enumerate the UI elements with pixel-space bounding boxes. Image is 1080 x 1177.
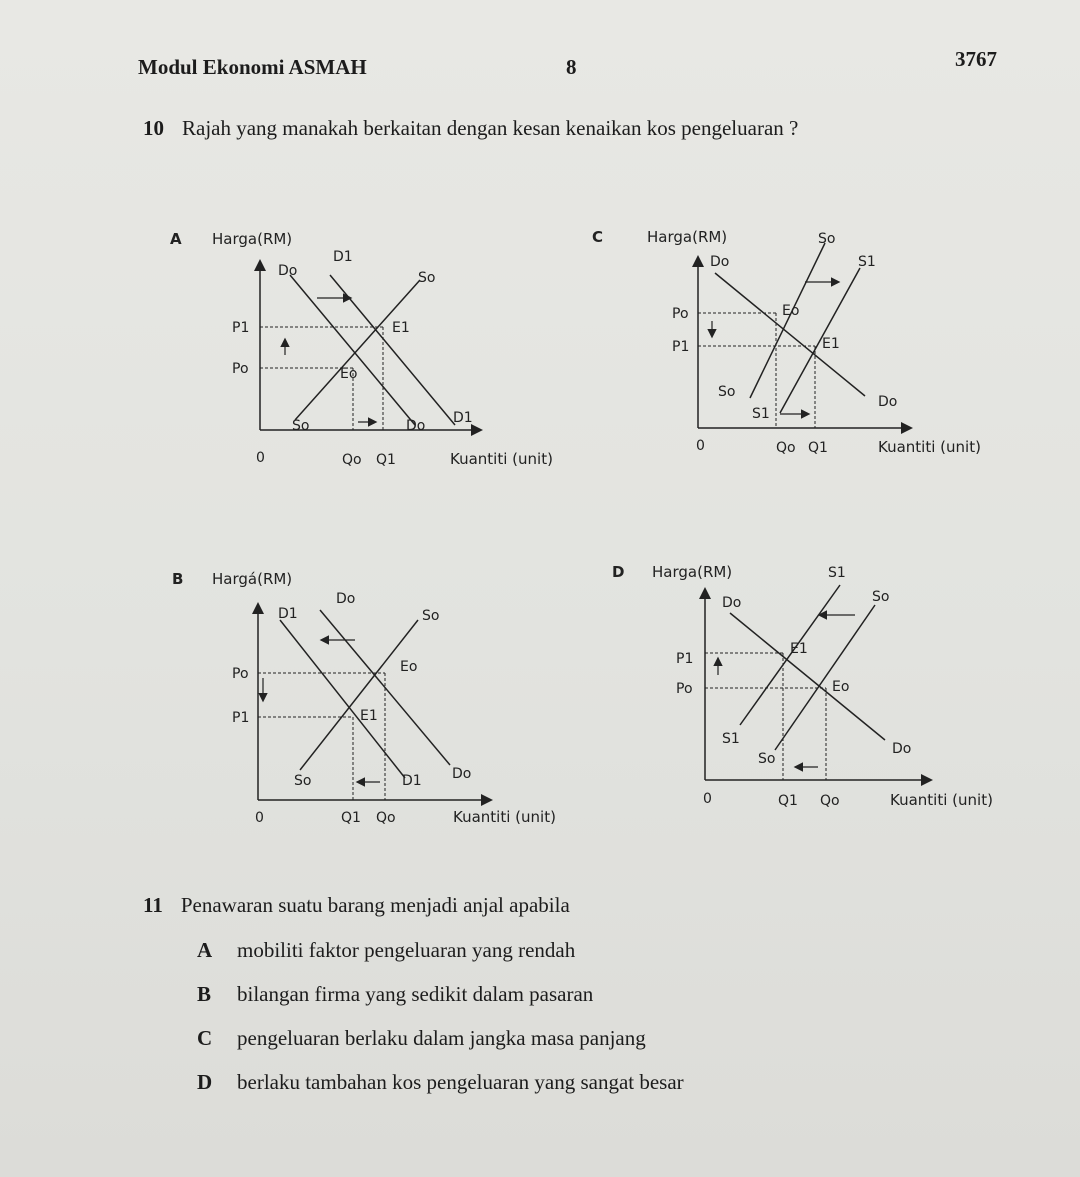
- diagram-a[interactable]: [160, 220, 580, 480]
- label-e1: E1: [360, 708, 378, 724]
- label-eo: Eo: [782, 303, 800, 319]
- label-do-top: Do: [278, 263, 298, 279]
- label-so-top: So: [422, 608, 440, 624]
- label-so-bottom: So: [292, 418, 310, 434]
- option-letter: B: [197, 982, 212, 1006]
- demand-curve-do: [320, 610, 450, 765]
- label-so-bottom: So: [758, 751, 776, 767]
- label-qo: Qo: [820, 793, 840, 809]
- label-p1: P1: [676, 651, 694, 667]
- option-letter: B: [172, 570, 184, 588]
- diagram-c[interactable]: [590, 218, 1010, 478]
- supply-curve-so: [775, 605, 875, 750]
- question-text: Penawaran suatu barang menjadi anjal apabila: [180, 893, 570, 917]
- label-do-bottom: Do: [452, 766, 472, 782]
- label-e1: E1: [392, 320, 410, 336]
- option-text: pengeluaran berlaku dalam jangka masa panjang: [237, 1026, 646, 1050]
- label-e1: E1: [822, 336, 840, 352]
- label-qo: Qo: [342, 452, 362, 468]
- label-origin: 0: [696, 438, 705, 454]
- option-letter: D: [612, 563, 625, 581]
- label-so-top: So: [818, 231, 836, 247]
- label-q1: Q1: [808, 440, 828, 456]
- label-s1-top: S1: [858, 254, 876, 270]
- label-po: Po: [232, 361, 249, 377]
- label-do-top: Do: [336, 591, 356, 607]
- option-letter: D: [197, 1070, 213, 1094]
- x-axis-label: Kuantiti (unit): [878, 438, 981, 456]
- label-d1-bottom: D1: [453, 410, 473, 426]
- page-number: 8: [566, 55, 577, 79]
- supply-curve-s1: [780, 268, 860, 413]
- label-p1: P1: [232, 710, 250, 726]
- label-po: Po: [672, 306, 689, 322]
- option-text: berlaku tambahan kos pengeluaran yang sangat besar: [237, 1070, 684, 1094]
- option-letter: C: [197, 1026, 213, 1050]
- label-do-top: Do: [710, 254, 730, 270]
- label-origin: 0: [703, 791, 712, 807]
- label-e1: E1: [790, 641, 808, 657]
- question-text: Rajah yang manakah berkaitan dengan kesan kenaikan kos pengeluaran ?: [182, 116, 799, 140]
- label-eo: Eo: [400, 659, 418, 675]
- y-axis-label: Harga(RM): [647, 228, 728, 246]
- label-so-bottom: So: [718, 384, 736, 400]
- label-so-top: So: [418, 270, 436, 286]
- label-q1: Q1: [778, 793, 798, 809]
- label-d1-top: D1: [278, 606, 298, 622]
- option-a[interactable]: [197, 938, 684, 982]
- label-do-bottom: Do: [892, 741, 912, 757]
- option-d[interactable]: [197, 1070, 684, 1114]
- demand-curve-do: [730, 613, 885, 740]
- label-eo: Eo: [832, 679, 850, 695]
- label-po: Po: [676, 681, 693, 697]
- question-11: [143, 893, 570, 918]
- supply-curve-so: [750, 243, 825, 398]
- module-title: Modul Ekonomi ASMAH: [138, 55, 367, 79]
- supply-curve-so: [300, 620, 418, 770]
- question-number: 11: [143, 893, 163, 917]
- label-so-bottom: So: [294, 773, 312, 789]
- label-do-bottom: Do: [878, 394, 898, 410]
- question-10: [143, 116, 798, 141]
- label-qo: Qo: [376, 810, 396, 826]
- paper-code: 3767: [955, 47, 997, 71]
- option-text: mobiliti faktor pengeluaran yang rendah: [237, 938, 576, 962]
- x-axis-label: Kuantiti (unit): [453, 808, 556, 826]
- supply-curve-so: [295, 280, 420, 420]
- demand-curve-d1: [280, 620, 405, 778]
- demand-curve-do: [290, 275, 415, 425]
- label-p1: P1: [672, 339, 690, 355]
- label-origin: 0: [255, 810, 264, 826]
- label-qo: Qo: [776, 440, 796, 456]
- option-letter: A: [197, 938, 213, 962]
- label-p1: P1: [232, 320, 250, 336]
- y-axis-label: Harga(RM): [212, 230, 293, 248]
- diagram-d[interactable]: [600, 555, 1020, 825]
- label-q1: Q1: [341, 810, 361, 826]
- diagram-b[interactable]: [160, 560, 580, 830]
- option-letter: A: [170, 230, 182, 248]
- label-origin: 0: [256, 450, 265, 466]
- answer-options: [197, 938, 684, 1114]
- demand-curve-do: [715, 273, 865, 396]
- option-b[interactable]: [197, 982, 684, 1026]
- label-d1-top: D1: [333, 249, 353, 265]
- label-s1-bottom: S1: [722, 731, 740, 747]
- option-c[interactable]: [197, 1026, 684, 1070]
- label-s1-top: S1: [828, 565, 846, 581]
- question-number: 10: [143, 116, 164, 140]
- option-text: bilangan firma yang sedikit dalam pasaran: [237, 982, 594, 1006]
- x-axis-label: Kuantiti (unit): [450, 450, 553, 468]
- x-axis-label: Kuantiti (unit): [890, 791, 993, 809]
- label-q1: Q1: [376, 452, 396, 468]
- label-d1-bottom: D1: [402, 773, 422, 789]
- label-po: Po: [232, 666, 249, 682]
- label-s1-bottom: S1: [752, 406, 770, 422]
- y-axis-label: Harga(RM): [652, 563, 733, 581]
- label-eo: Eo: [340, 366, 358, 382]
- label-so-top: So: [872, 589, 890, 605]
- label-do-bottom: Do: [406, 418, 426, 434]
- label-do-top: Do: [722, 595, 742, 611]
- y-axis-label: Hargá(RM): [212, 570, 293, 588]
- option-letter: C: [592, 228, 604, 246]
